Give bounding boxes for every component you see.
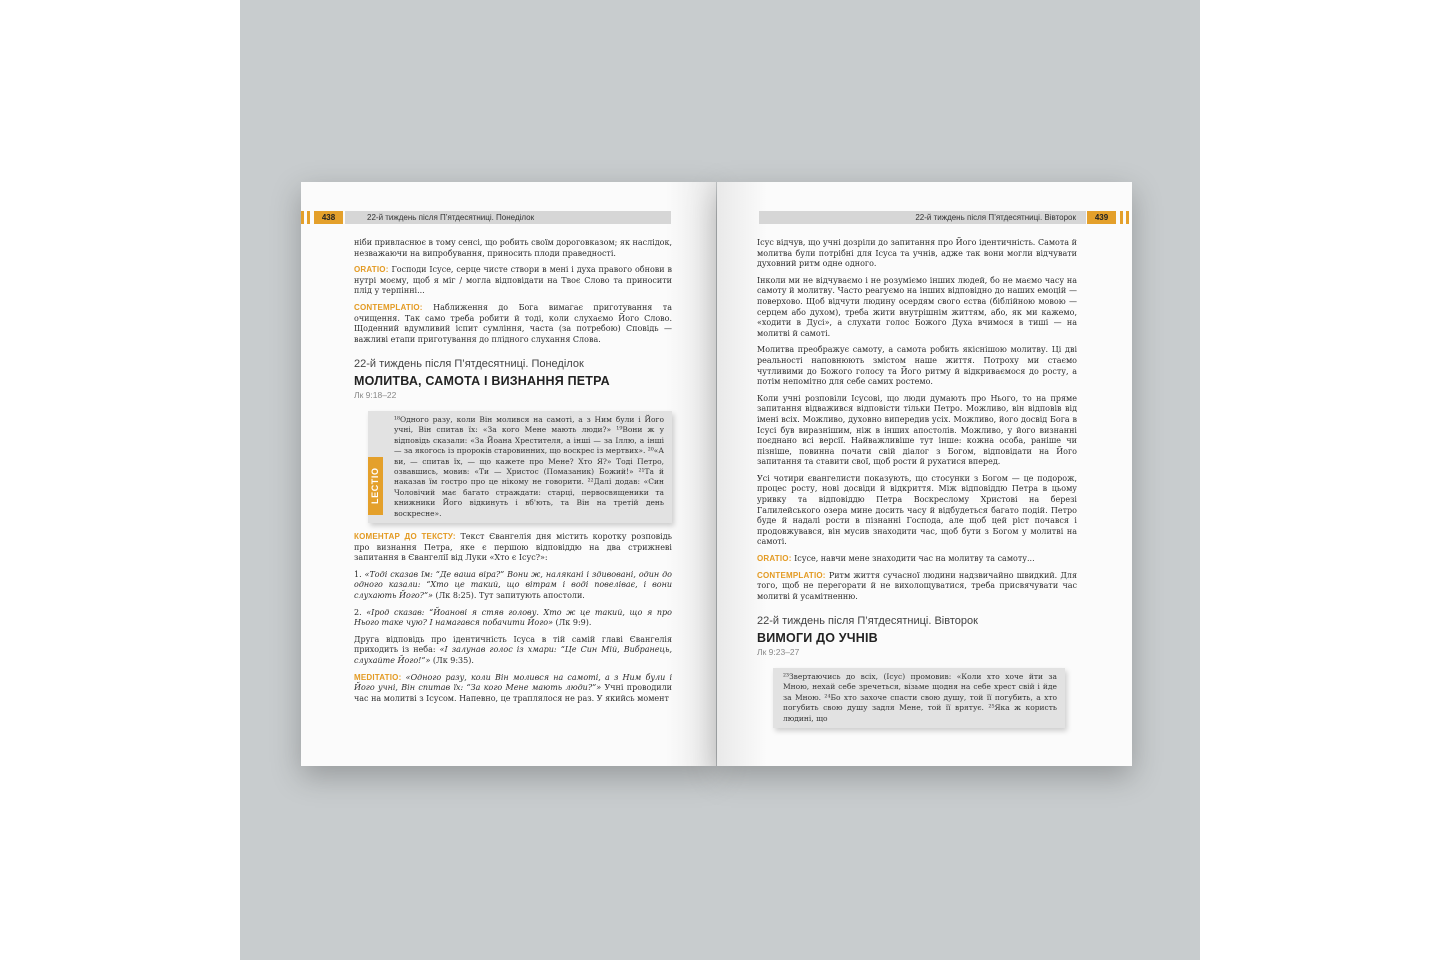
right-running-head xyxy=(717,211,1132,224)
right-running-title: 22-й тиждень після П’ятдесятниці. Вівторок xyxy=(915,213,1076,222)
section-title: МОЛИТВА, САМОТА І ВИЗНАННЯ ПЕТРА xyxy=(354,374,610,389)
left-page xyxy=(301,182,716,766)
paragraph-2: Інколи ми не відчуваємо і не розуміємо інших людей, бо не маємо часу на самоту й молитву. Часто реагуємо на інших відповідно до наших емоцій — поверхово. Щоб відчути людину осердям свого єства (біблійною мовою — серцем або духом), треба жити внутрішнім життям, або, як ми кажемо, «ходити в Дусі», а слухати голос Божого Духа вчимося в тиші — на молитві й самоті. xyxy=(757,275,1077,338)
oratio-label: ORATIO: xyxy=(757,554,792,564)
left-page-number: 438 xyxy=(314,211,343,224)
accent-tick xyxy=(1126,211,1129,224)
paragraph-5: Усі чотири євангелисти показують, що стосунки з Богом — це подорож, процес росту, нові досвіди й відкриття. Між відповіддю Петра в цьому уривку та відповіддю Петра Воскреслому Христові на березі Галилейського озера мине досить часу й відбудеться багато подій. Петро буде й надалі рости в пізнанні Господа, але щоб цей ріст почався і продовжувався, він мусив знаходити час, щоб бути з Богом у молитві на самоті. xyxy=(757,473,1077,547)
section-week-heading: 22-й тиждень після П’ятдесятниці. Вівторок xyxy=(757,615,978,628)
oratio-paragraph: ORATIO: Ісусе, навчи мене знаходити час на молитву та самоту... xyxy=(757,554,1035,564)
paragraph-4: Коли учні розповіли Ісусові, що люди думають про Нього, то на пряме запитання відважився відповісти тільки Петро. Можливо, він відповів від імені всіх. Можливо, духовно випередив усіх. Можливо, його досвід Бога в Ісусі був виразнішим, ніж в інших апостолів. Можливо, у його визнанні поєднано всі версії. Найважливіше тут інше: кожна особа, раніше чи пізніше, повинна почати свій діалог з Богом, відповідати на Його запитання та ставити свої, щоб рости й рухатися вперед. xyxy=(757,393,1077,467)
accent-tick xyxy=(307,211,310,224)
right-page-number: 439 xyxy=(1087,211,1116,224)
paragraph-3: Молитва преображує самоту, а самота робить якіснішою молитву. Ці дві реальності наповнюють змістом наше життя. Потроху ми стаємо чутливими до Божого голосу та Його ритму й відкриваємося до росту, а потім непомітно для себе самих ростемо. xyxy=(757,345,1077,387)
gospel-text: ²³Звертаючись до всіх, (Ісус) промовив: «Коли хто хоче йти за Мною, нехай себе зречеться, візьме щодня на себе хрест свій і йде за Мною. ²⁴Бо хто захоче спасти свою душу, той її погубить, а хто погубить свою душу задля Мене, той її врятує. ²⁵Яка ж користь людині, що xyxy=(783,672,1057,723)
left-content xyxy=(354,238,672,710)
paragraph-1: Ісус відчув, що учні дозріли до запитання про Його ідентичність. Самота й молитва були потрібні для Ісуса та учнів, адже так вони могли відчувати духовний ритм одне одного. xyxy=(757,238,1077,269)
gospel-text: ¹⁸Одного разу, коли Він молився на самоті, а з Ним були і Його учні, Він спитав їх: «За кого Мене мають люди?» ¹⁹Вони ж у відповідь сказали: «За Йоана Хрестителя, а інші — за Іллю, а інші — за якогось із пророків старовинних, що воскрес із мертвих». ²⁰«А ви, — спитав їх, — що кажете про Мене? Хто Я?» Тоді Петро, озвавшись, мовив: «Ти — Христос (Помазаник) Божий!» ²¹Та й наказав їм гостро про це нікому не говорити. ²²Далі додав: «Син Чоловічий має багато страждати: старці, первосвященики та книжники Його відкинуть і вб'ють, та Він на третій день воскресне». xyxy=(394,414,664,518)
right-header-ticks xyxy=(1120,211,1132,224)
gospel-box xyxy=(368,411,672,523)
scripture-reference: Лк 9:23–27 xyxy=(757,647,800,658)
contemplatio-label: CONTEMPLATIO: xyxy=(354,302,423,312)
accent-tick xyxy=(1120,211,1123,224)
accent-tick xyxy=(301,211,304,224)
section-title: ВИМОГИ ДО УЧНІВ xyxy=(757,631,878,646)
gospel-box xyxy=(773,668,1065,728)
commentary-item-1: 1. «Тоді сказав їм: “Де ваша віра?” Вони ж, налякані і здивовані, один до одного казали: “Хто це такий, що вітрам і воді повеліває, і вони слухають Його?”» (Лк 8:25). Тут запитують апостоли. xyxy=(354,569,672,600)
contemplatio-label: CONTEMPLATIO: xyxy=(757,570,826,580)
right-content xyxy=(757,238,1077,728)
left-running-title: 22-й тиждень після П’ятдесятниці. Понеділок xyxy=(367,213,535,222)
oratio-label: ORATIO: xyxy=(354,265,389,275)
contemplatio-paragraph: CONTEMPLATIO: Ритм життя сучасної людини надзвичайно швидкий. Для того, щоб не перегорати й не вихолощуватися, треба присвячувати час молитві й усамітненню. xyxy=(757,570,1077,601)
lectio-label: LECTIO xyxy=(370,467,380,505)
scripture-reference: Лк 9:18–22 xyxy=(354,390,397,401)
left-running-head xyxy=(301,211,672,224)
second-answer-paragraph: Друга відповідь про ідентичність Ісуса в тій самій главі Євангелія приходить із неба: «І залунав голос із хмари: “Це Син Мій, Вибранець, слухайте Його!”» (Лк 9:35). xyxy=(354,634,672,665)
meditatio-label: MEDITATIO: xyxy=(354,672,402,682)
oratio-paragraph: ORATIO: Господи Ісусе, серце чисте створи в мені і духа правого обнови в нутрі моєму, щоб я міг / могла відповідати на Твоє Слово та приносити плід у терпінні... xyxy=(354,265,672,296)
left-header-bar xyxy=(345,211,671,224)
right-header-bar xyxy=(759,211,1086,224)
commentary-label: КОМЕНТАР ДО ТЕКСТУ: xyxy=(354,532,456,541)
right-page xyxy=(717,182,1132,766)
section-week-heading: 22-й тиждень після П’ятдесятниці. Понеділок xyxy=(354,358,584,371)
contemplatio-paragraph: CONTEMPLATIO: Наближення до Бога вимагає приготування та очищення. Так само треба робити й тоді, коли слухаємо Його Слово. Щоденний вдумливий іспит сумління, часта (за потребою) Сповідь — важливі етапи приготування до плідного слухання Слова. xyxy=(354,302,672,344)
meditatio-paragraph: MEDITATIO: «Одного разу, коли Він молився на самоті, а з Ним були і Його учні, Він спитав їх: “За кого Мене мають люди?”» Учні проводили час на молитві з Ісусом. Напевно, це траплялося не раз. У якийсь момент xyxy=(354,672,673,703)
intro-paragraph: ніби привласнює в тому сенсі, що робить своїм дороговказом; як наслідок, незважаючи на випробування, приносить плоди праведності. xyxy=(354,238,672,258)
commentary-paragraph: КОМЕНТАР ДО ТЕКСТУ: Текст Євангелія дня містить коротку розповідь про визнання Петра, яке є першою відповіддю на два стрижневі запитання в Євангелії від Луки «Хто є Ісус?»: xyxy=(354,532,672,563)
commentary-item-2: 2. «Ірод сказав: “Йоанові я стяв голову. Хто ж це такий, що я про Нього таке чую? І намагався побачити Його» (Лк 9:9). xyxy=(354,607,672,628)
left-header-ticks xyxy=(301,211,313,224)
